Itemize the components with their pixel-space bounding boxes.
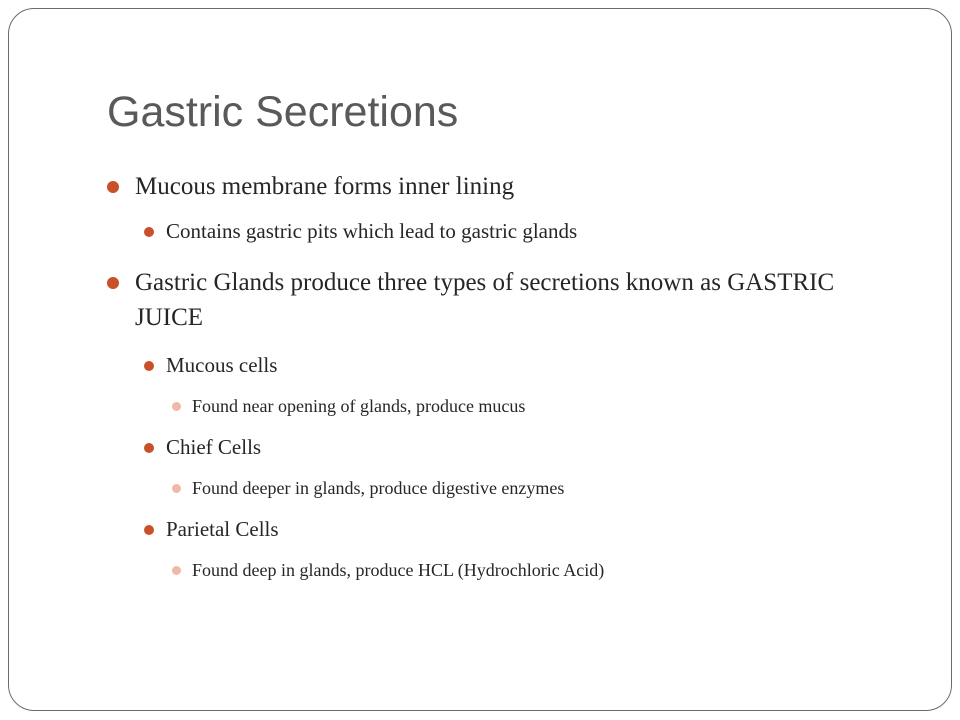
bullet-text: Chief Cells	[166, 435, 262, 459]
bullet-dot-icon	[144, 525, 154, 535]
bullet-item	[166, 433, 926, 461]
bullet-text: Mucous cells	[166, 353, 278, 377]
bullet-text: Gastric Glands produce three types of secretions known as GASTRIC JUICE	[135, 269, 835, 331]
slide-body	[9, 9, 951, 710]
bullet-text: Contains gastric pits which lead to gastric glands	[166, 219, 578, 243]
bullet-item	[166, 351, 926, 379]
bullet-dot-icon	[144, 361, 154, 371]
bullet-dot-icon	[144, 443, 154, 453]
bullet-text: Found deeper in glands, produce digestive enzymes	[192, 478, 565, 498]
bullet-item	[192, 394, 932, 418]
bullet-item	[192, 558, 932, 582]
bullet-dot-icon	[107, 277, 119, 289]
bullet-text: Mucous membrane forms inner lining	[135, 173, 515, 200]
bullet-dot-icon	[172, 402, 181, 411]
slide-title: Gastric Secretions	[107, 88, 459, 136]
bullet-text: Parietal Cells	[166, 517, 279, 541]
bullet-item	[135, 265, 885, 335]
bullet-item	[166, 515, 926, 543]
bullet-dot-icon	[172, 566, 181, 575]
slide	[8, 8, 952, 711]
bullet-dot-icon	[144, 227, 154, 237]
bullet-dot-icon	[107, 181, 119, 193]
bullet-item	[135, 169, 925, 204]
bullet-text: Found deep in glands, produce HCL (Hydrochloric Acid)	[192, 560, 605, 580]
bullet-text: Found near opening of glands, produce mucus	[192, 396, 526, 416]
bullet-dot-icon	[172, 484, 181, 493]
bullet-item	[192, 476, 932, 500]
bullet-item	[166, 217, 926, 245]
